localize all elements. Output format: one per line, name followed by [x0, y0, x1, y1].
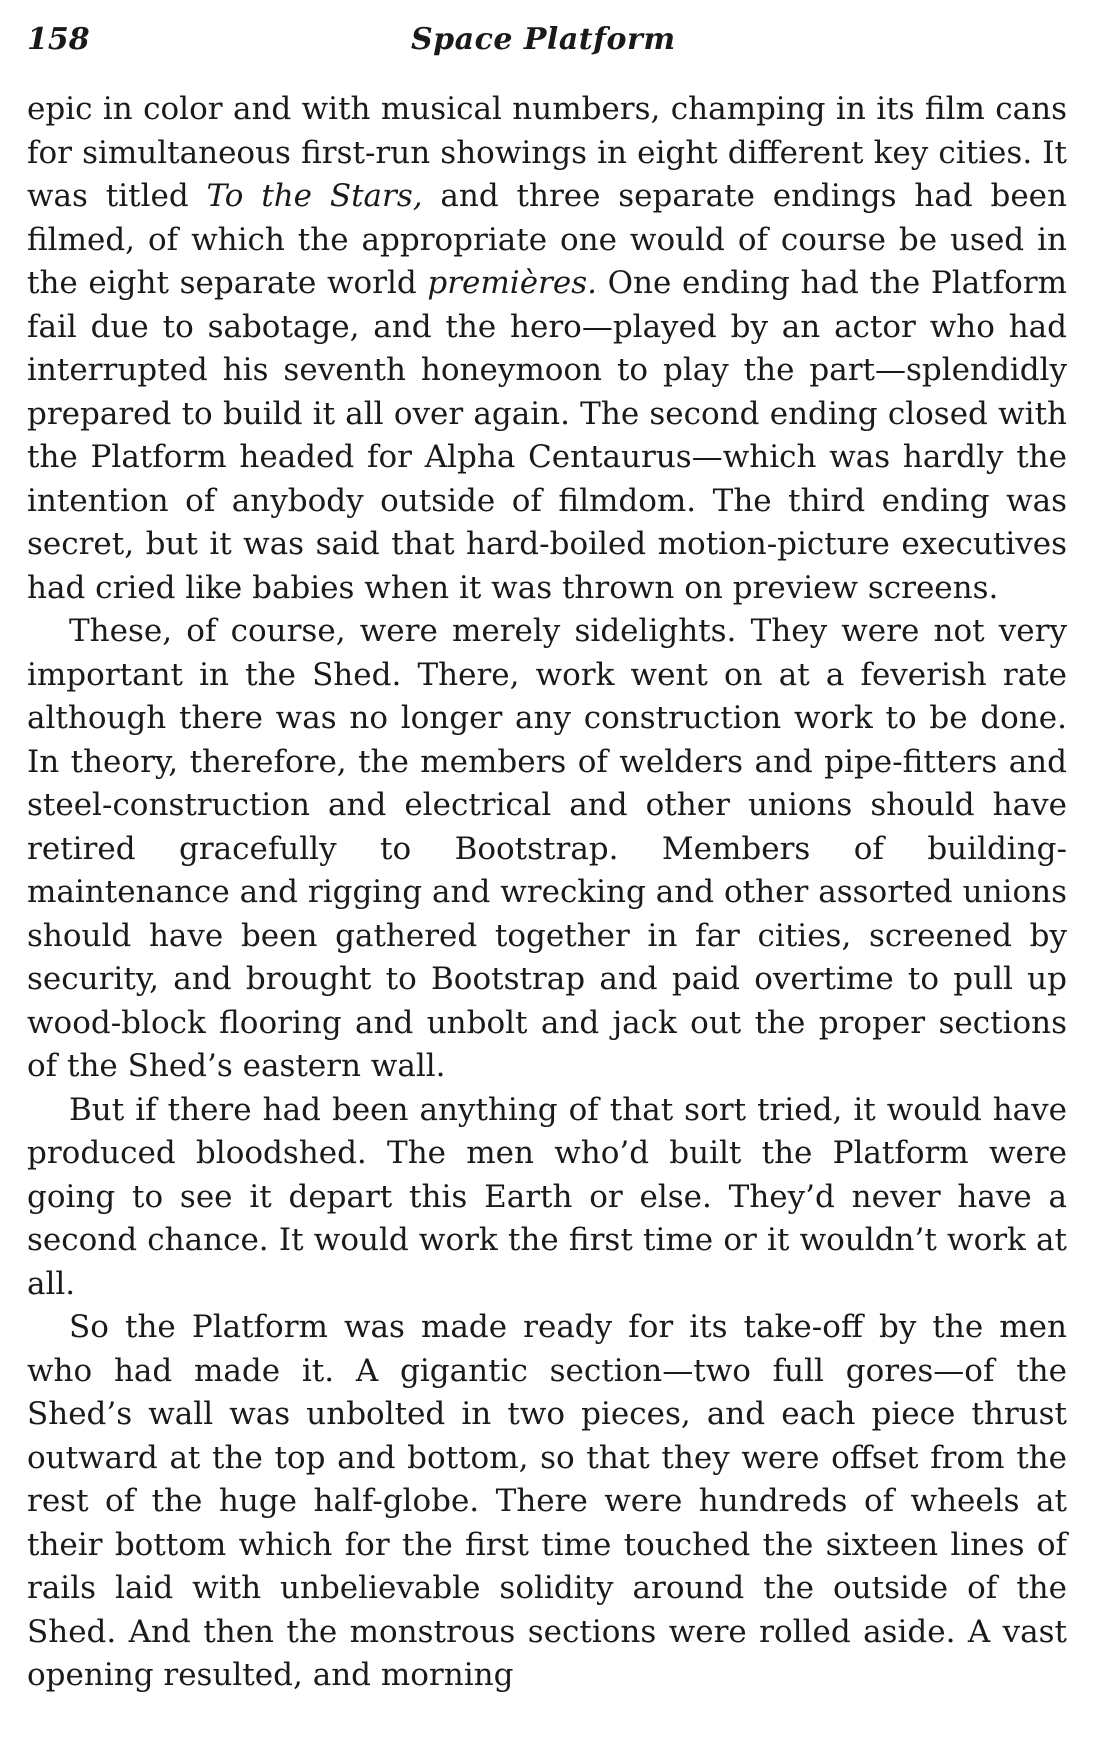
page-header — [27, 18, 1067, 62]
paragraph-1 — [27, 88, 1067, 610]
paragraph-4: So the Platform was made ready for its take-off by the men who had made it. A gigantic section—two full gores—of the Shed’s wall was unbolted in two pieces, and each piece thrust outward at the top and bottom, so that they were offset from the rest of the huge half-globe. There were hundreds of wheels at their bottom which for the first time touched the sixteen lines of rails laid with unbelievable solidity around the outside of the Shed. And then the monstrous sections were rolled aside. A vast opening resulted, and morning — [27, 1309, 1067, 1693]
paragraph-2: These, of course, were merely sidelights. They were not very important in the Shed. There, work went on at a feverish rate although there was no longer any construction work to be done. In theory, therefore, the members of welders and pipe-fitters and steel-construction and electrical and other unions should have retired gracefully to Bootstrap. Members of building-maintenance and rigging and wrecking and other assorted unions should have been gathered together in far cities, screened by security, and brought to Bootstrap and paid overtime to pull up wood-block flooring and unbolt and jack out the proper sections of the Shed’s eastern wall. — [27, 613, 1067, 1084]
paragraph-1-text-a: epic in color and with musical numbers, champing in its film cans for simultaneous first-run showings in eight different key cities. It was titled — [27, 91, 1067, 214]
paragraph-1-text-c: One ending had the Platform fail due to sabotage, and the hero—played by an actor who had interrupted his seventh honeymoon to play the part—splendidly prepared to build it all over again. The second ending closed with the Platform headed for Alpha Centaurus—which was hardly the intention of anybody outside of filmdom. The third ending was secret, but it was said that hard-boiled motion-picture executives had cried like babies when it was thrown on preview screens. — [27, 265, 1067, 606]
page-number: 158 — [27, 22, 90, 57]
running-title: Space Platform — [411, 22, 676, 57]
film-title-italic: To the Stars, — [206, 178, 423, 214]
body-text — [27, 88, 1067, 1698]
paragraph-1-text-b: and three separate endings had been filmed, of which the appropriate one would of course be used in the eight separate world — [27, 178, 1067, 301]
paragraph-3: But if there had been anything of that sort tried, it would have produced bloodshed. The men who’d built the Platform were going to see it depart this Earth or else. They’d never have a second chance. It would work the first time or it wouldn’t work at all. — [27, 1091, 1067, 1302]
book-page — [27, 18, 1067, 1698]
premieres-italic: premières. — [427, 265, 597, 301]
